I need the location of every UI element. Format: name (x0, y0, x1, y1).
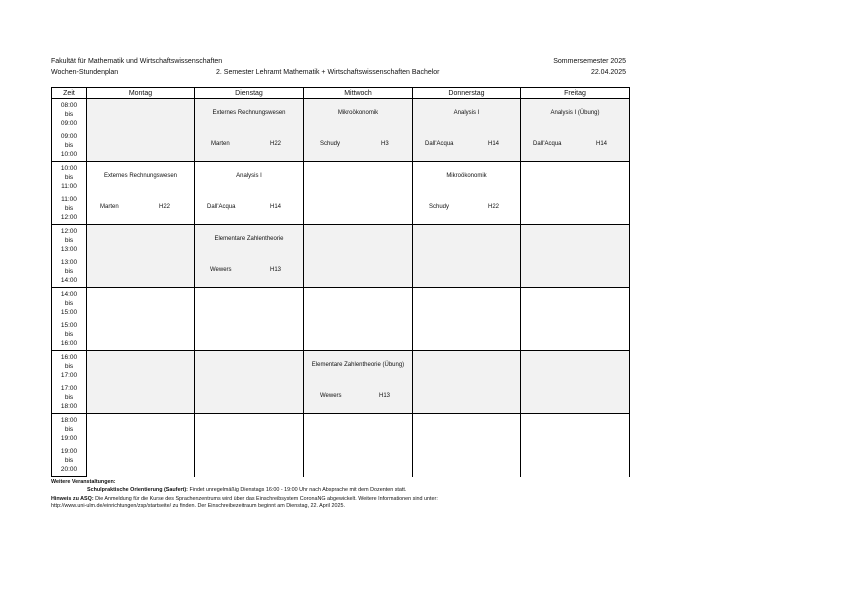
program-title: 2. Semester Lehramt Mathematik + Wirtschaftswissenschaften Bachelor (216, 69, 440, 76)
event-externes-rechnungswesen-monday: Externes Rechnungswesen Marten H22 (87, 162, 195, 225)
slot-thursday-1200 (413, 225, 521, 288)
asq-note-continued: http://www.uni-ulm.de/einrichtungen/zsp/startseite/ zu finden. Der Einschreibezeitraum beginnt am Dienstag, 22. April 2025. (51, 503, 345, 509)
slot-friday-1400 (521, 288, 630, 351)
slot-thursday-1800 (413, 414, 521, 477)
time-slot: 13:00 bis 14:00 (52, 256, 87, 288)
time-slot: 09:00 bis 10:00 (52, 130, 87, 162)
event-elementare-zahlentheorie-tuesday: Elementare Zahlentheorie Wewers H13 (195, 225, 304, 288)
slot-monday-1400 (87, 288, 195, 351)
time-slot: 16:00 bis 17:00 (52, 351, 87, 383)
slot-tuesday-1800 (195, 414, 304, 477)
time-slot: 08:00 bis 09:00 (52, 99, 87, 131)
table-row (52, 414, 630, 446)
table-row (52, 288, 630, 320)
slot-friday-1200 (521, 225, 630, 288)
slot-thursday-1400 (413, 288, 521, 351)
slot-wednesday-1000 (304, 162, 413, 225)
day-header-tuesday: Dienstag (195, 88, 304, 99)
time-slot: 15:00 bis 16:00 (52, 319, 87, 351)
time-slot: 10:00 bis 11:00 (52, 162, 87, 194)
event-analysis-thursday: Analysis I Dall'Acqua H14 (413, 99, 521, 162)
day-header-thursday: Donnerstag (413, 88, 521, 99)
event-mikrooekonomik-wednesday: Mikroökonomik Schudy H3 (304, 99, 413, 162)
day-header-monday: Montag (87, 88, 195, 99)
slot-monday-0800 (87, 99, 195, 162)
further-events-note: Schulpraktische Orientierung (Saufert): Findet unregelmäßig Dienstags 16:00 - 19:00 Uhr nach Absprache mit dem Dozenten statt. (87, 487, 407, 493)
slot-thursday-1600 (413, 351, 521, 414)
time-slot: 14:00 bis 15:00 (52, 288, 87, 320)
slot-wednesday-1400 (304, 288, 413, 351)
slot-tuesday-1400 (195, 288, 304, 351)
day-header-friday: Freitag (521, 88, 630, 99)
slot-monday-1200 (87, 225, 195, 288)
slot-wednesday-1200 (304, 225, 413, 288)
event-mikrooekonomik-thursday: Mikroökonomik Schudy H22 (413, 162, 521, 225)
slot-wednesday-1800 (304, 414, 413, 477)
table-row (52, 351, 630, 383)
table-row (52, 162, 630, 194)
slot-friday-1000 (521, 162, 630, 225)
event-externes-rechnungswesen-tuesday: Externes Rechnungswesen Marten H22 (195, 99, 304, 162)
slot-friday-1600 (521, 351, 630, 414)
slot-tuesday-1600 (195, 351, 304, 414)
time-slot: 12:00 bis 13:00 (52, 225, 87, 257)
event-analysis-uebung-friday: Analysis I (Übung) Dall'Acqua H14 (521, 99, 630, 162)
further-events-heading: Weitere Veranstaltungen: (51, 479, 116, 485)
day-header-wednesday: Mittwoch (304, 88, 413, 99)
asq-note: Hinweis zu ASQ: Die Anmeldung für die Kurse des Sprachenzentrums wird über das Einschreibsystem CoronaNG abgewickelt. Weitere Informationen sind unter: (51, 496, 438, 502)
slot-monday-1600 (87, 351, 195, 414)
event-elementare-zahlentheorie-uebung-wednesday: Elementare Zahlentheorie (Übung) Wewers H13 (304, 351, 413, 414)
document-type: Wochen-Stundenplan (51, 69, 119, 76)
time-column-header: Zeit (52, 88, 87, 99)
slot-friday-1800 (521, 414, 630, 477)
semester-label: Sommersemester 2025 (553, 58, 626, 65)
time-slot: 19:00 bis 20:00 (52, 445, 87, 477)
table-row (52, 225, 630, 257)
slot-monday-1800 (87, 414, 195, 477)
time-slot: 17:00 bis 18:00 (52, 382, 87, 414)
time-slot: 18:00 bis 19:00 (52, 414, 87, 446)
table-row (52, 99, 630, 131)
event-analysis-tuesday: Analysis I Dall'Acqua H14 (195, 162, 304, 225)
faculty-title: Fakultät für Mathematik und Wirtschaftswissenschaften (51, 58, 223, 65)
time-slot: 11:00 bis 12:00 (52, 193, 87, 225)
timetable (51, 87, 630, 477)
date-label: 22.04.2025 (590, 69, 626, 76)
